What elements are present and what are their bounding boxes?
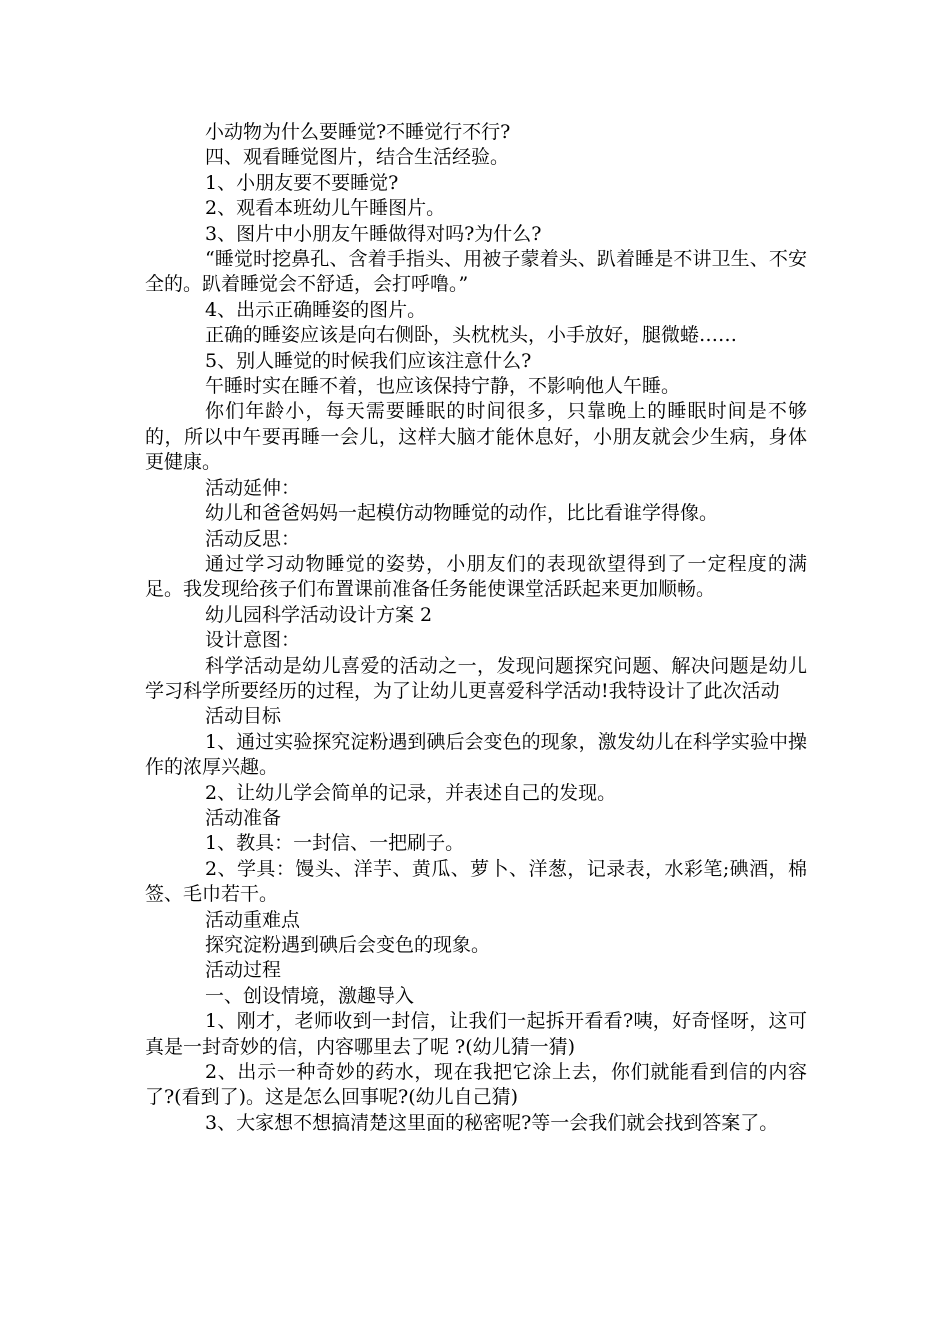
paragraph: 四、观看睡觉图片，结合生活经验。: [205, 146, 510, 169]
paragraph: 2、学具：馒头、洋芋、黄瓜、萝卜、洋葱，记录表，水彩笔;碘酒，棉签、毛巾若干。: [145, 857, 807, 906]
paragraph: 2、观看本班幼儿午睡图片。: [205, 197, 446, 220]
paragraph: 科学活动是幼儿喜爱的活动之一，发现问题探究问题、解决问题是幼儿学习科学所要经历的过程，为了让幼儿更喜爱科学活动!我特设计了此次活动: [145, 654, 807, 702]
paragraph: 你们年龄小，每天需要睡眠的时间很多，只靠晚上的睡眠时间是不够的，所以中午要再睡一会儿，这样大脑才能休息好，小朋友就会少生病，身体更健康。: [145, 400, 807, 474]
paragraph: “睡觉时挖鼻孔、含着手指头、用被子蒙着头、趴着睡是不讲卫生、不安全的。趴着睡觉会不舒适，会打呼噜。”: [145, 248, 807, 296]
paragraph: 一、创设情境，激趣导入: [205, 984, 415, 1007]
paragraph: 3、图片中小朋友午睡做得对吗?为什么?: [205, 222, 542, 245]
section-heading: 活动延伸：: [205, 476, 301, 499]
section-heading: 活动过程: [205, 959, 282, 982]
paragraph: 2、让幼儿学会简单的记录，并表述自己的发现。: [205, 781, 617, 804]
paragraph: 通过学习动物睡觉的姿势，小朋友们的表现欲望得到了一定程度的满足。我发现给孩子们布置课前准备任务能使课堂活跃起来更加顺畅。: [145, 552, 807, 601]
paragraph: 4、出示正确睡姿的图片。: [205, 298, 427, 321]
paragraph: 1、小朋友要不要睡觉?: [205, 171, 399, 194]
paragraph: 1、教具：一封信、一把刷子。: [205, 832, 465, 855]
document-body: [145, 120, 807, 1136]
paragraph: 1、通过实验探究淀粉遇到碘后会变色的现象，激发幼儿在科学实验中操作的浓厚兴趣。: [145, 730, 807, 779]
paragraph: 1、刚才，老师收到一封信，让我们一起拆开看看?咦，好奇怪呀，这可真是一封奇妙的信，内容哪里去了呢 ?(幼儿猜一猜): [145, 1010, 807, 1058]
paragraph: 探究淀粉遇到碘后会变色的现象。: [205, 934, 491, 956]
section-heading: 设计意图：: [205, 629, 301, 652]
paragraph: 幼儿和爸爸妈妈一起模仿动物睡觉的动作，比比看谁学得像。: [205, 502, 719, 525]
paragraph: 小动物为什么要睡觉?不睡觉行不行?: [205, 121, 511, 143]
paragraph: 5、别人睡觉的时候我们应该注意什么?: [205, 349, 532, 372]
section-heading: 活动重难点: [205, 908, 301, 931]
paragraph: 3、大家想不想搞清楚这里面的秘密呢?等一会我们就会找到答案了。: [205, 1111, 779, 1134]
paragraph: 午睡时实在睡不着，也应该保持宁静，不影响他人午睡。: [205, 375, 681, 398]
paragraph: 2、出示一种奇妙的药水，现在我把它涂上去，你们就能看到信的内容了?(看到了)。这是怎么回事呢?(幼儿自己猜): [145, 1061, 807, 1109]
paragraph: 正确的睡姿应该是向右侧卧，头枕枕头，小手放好，腿微蜷……: [205, 324, 738, 347]
document-title: 幼儿园科学活动设计方案 2: [205, 603, 433, 626]
section-heading: 活动反思：: [205, 527, 301, 550]
section-heading: 活动准备: [205, 806, 282, 829]
section-heading: 活动目标: [205, 705, 282, 728]
